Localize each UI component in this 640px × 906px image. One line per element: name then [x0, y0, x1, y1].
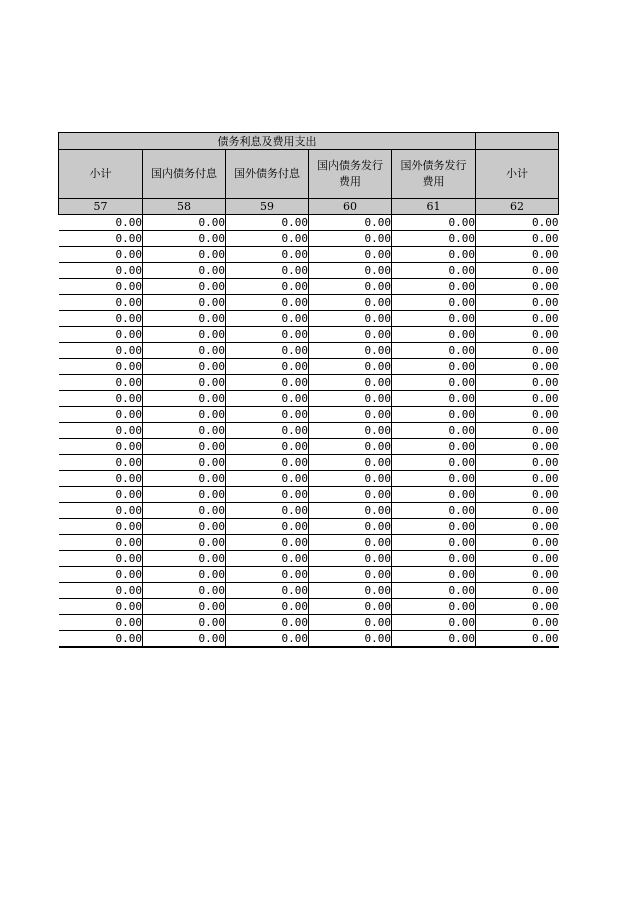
table-cell[interactable]: 0.00 [392, 599, 476, 615]
table-cell[interactable]: 0.00 [309, 471, 392, 487]
table-cell[interactable]: 0.00 [59, 359, 143, 375]
table-row [59, 599, 559, 615]
table-cell[interactable]: 0.00 [392, 615, 476, 631]
table-cell[interactable]: 0.00 [392, 279, 476, 295]
table-cell[interactable]: 0.00 [59, 423, 143, 439]
table-cell[interactable]: 0.00 [59, 455, 143, 471]
table-cell[interactable]: 0.00 [392, 487, 476, 503]
table-cell[interactable]: 0.00 [476, 599, 559, 615]
table-cell[interactable]: 0.00 [392, 471, 476, 487]
table-cell[interactable]: 0.00 [309, 567, 392, 583]
table-cell[interactable]: 0.00 [143, 471, 226, 487]
table-cell[interactable]: 0.00 [476, 535, 559, 551]
table-cell[interactable]: 0.00 [143, 455, 226, 471]
table-cell[interactable]: 0.00 [309, 503, 392, 519]
table-cell[interactable]: 0.00 [476, 343, 559, 359]
table-cell[interactable]: 0.00 [392, 519, 476, 535]
table-cell[interactable]: 0.00 [392, 327, 476, 343]
table-row [59, 567, 559, 583]
table-cell[interactable]: 0.00 [309, 423, 392, 439]
table-cell[interactable]: 0.00 [476, 487, 559, 503]
table-cell[interactable]: 0.00 [143, 407, 226, 423]
table-cell[interactable]: 0.00 [143, 279, 226, 295]
table-cell[interactable]: 0.00 [143, 631, 226, 648]
table-row [59, 279, 559, 295]
table-cell[interactable]: 0.00 [226, 231, 309, 247]
table-cell[interactable]: 0.00 [226, 503, 309, 519]
table-row [59, 391, 559, 407]
table-cell[interactable]: 0.00 [59, 407, 143, 423]
table-cell[interactable]: 0.00 [226, 631, 309, 648]
table-cell[interactable]: 0.00 [226, 519, 309, 535]
table-cell[interactable]: 0.00 [226, 327, 309, 343]
table-cell[interactable]: 0.00 [59, 503, 143, 519]
table-cell[interactable]: 0.00 [226, 359, 309, 375]
table-cell[interactable]: 0.00 [59, 343, 143, 359]
column-header[interactable]: 国外债务发行费用 [392, 150, 476, 199]
table-cell[interactable]: 0.00 [476, 263, 559, 279]
column-header[interactable]: 国内债务发行费用 [309, 150, 392, 199]
table-cell[interactable]: 0.00 [59, 567, 143, 583]
table-row [59, 551, 559, 567]
table-cell[interactable]: 0.00 [392, 231, 476, 247]
table-cell[interactable]: 0.00 [476, 231, 559, 247]
table-cell[interactable]: 0.00 [392, 407, 476, 423]
table-cell[interactable]: 0.00 [309, 599, 392, 615]
table-row [59, 423, 559, 439]
table-cell[interactable]: 0.00 [59, 263, 143, 279]
table-cell[interactable]: 0.00 [309, 615, 392, 631]
table-cell[interactable]: 0.00 [226, 567, 309, 583]
table-cell[interactable]: 0.00 [143, 567, 226, 583]
table-row [59, 327, 559, 343]
table-cell[interactable]: 0.00 [392, 343, 476, 359]
table-cell[interactable]: 0.00 [226, 215, 309, 231]
table-cell[interactable]: 0.00 [226, 375, 309, 391]
column-number[interactable]: 60 [309, 199, 392, 215]
table-cell[interactable]: 0.00 [309, 439, 392, 455]
table-cell[interactable]: 0.00 [226, 423, 309, 439]
table-row [59, 263, 559, 279]
table-cell[interactable]: 0.00 [392, 455, 476, 471]
table-cell[interactable]: 0.00 [392, 215, 476, 231]
table-cell[interactable]: 0.00 [143, 503, 226, 519]
table-cell[interactable]: 0.00 [59, 471, 143, 487]
table-cell[interactable]: 0.00 [59, 295, 143, 311]
table-cell[interactable]: 0.00 [309, 343, 392, 359]
table-cell[interactable]: 0.00 [59, 375, 143, 391]
table-cell[interactable]: 0.00 [392, 375, 476, 391]
table-row [59, 455, 559, 471]
table-cell[interactable]: 0.00 [226, 439, 309, 455]
table-cell[interactable]: 0.00 [143, 583, 226, 599]
table-row [59, 583, 559, 599]
table-cell[interactable]: 0.00 [392, 439, 476, 455]
table-cell[interactable]: 0.00 [226, 407, 309, 423]
table-cell[interactable]: 0.00 [59, 439, 143, 455]
table-cell[interactable]: 0.00 [309, 583, 392, 599]
table-row [59, 311, 559, 327]
table-cell[interactable]: 0.00 [226, 343, 309, 359]
column-number[interactable]: 62 [476, 199, 559, 215]
table-cell[interactable]: 0.00 [143, 295, 226, 311]
column-header[interactable]: 国外债务付息 [226, 150, 309, 199]
table-cell[interactable]: 0.00 [143, 551, 226, 567]
table-cell[interactable]: 0.00 [476, 455, 559, 471]
table-cell[interactable]: 0.00 [392, 263, 476, 279]
table-cell[interactable]: 0.00 [143, 615, 226, 631]
table-cell[interactable]: 0.00 [143, 343, 226, 359]
table-cell[interactable]: 0.00 [309, 407, 392, 423]
table-cell[interactable]: 0.00 [143, 359, 226, 375]
table-row [59, 247, 559, 263]
table-row [59, 359, 559, 375]
table-cell[interactable]: 0.00 [143, 423, 226, 439]
table-cell[interactable]: 0.00 [476, 503, 559, 519]
table-cell[interactable]: 0.00 [476, 279, 559, 295]
table-row [59, 631, 559, 648]
table-row [59, 375, 559, 391]
table-row [59, 535, 559, 551]
table-cell[interactable]: 0.00 [226, 599, 309, 615]
table-cell[interactable]: 0.00 [226, 487, 309, 503]
group-header-cell[interactable]: 债务利息及费用支出 [59, 133, 476, 150]
table-cell[interactable]: 0.00 [476, 295, 559, 311]
table-row [59, 343, 559, 359]
table-cell[interactable]: 0.00 [476, 615, 559, 631]
table-cell[interactable]: 0.00 [143, 247, 226, 263]
table-cell[interactable]: 0.00 [143, 391, 226, 407]
table-cell[interactable]: 0.00 [143, 263, 226, 279]
table-cell[interactable]: 0.00 [392, 247, 476, 263]
table-cell[interactable]: 0.00 [59, 327, 143, 343]
table-cell[interactable]: 0.00 [143, 215, 226, 231]
table-cell[interactable]: 0.00 [59, 279, 143, 295]
table-cell[interactable]: 0.00 [309, 551, 392, 567]
table-cell[interactable]: 0.00 [59, 599, 143, 615]
table-cell[interactable]: 0.00 [226, 471, 309, 487]
table-cell[interactable]: 0.00 [59, 583, 143, 599]
table-cell[interactable]: 0.00 [59, 215, 143, 231]
table-cell[interactable]: 0.00 [309, 535, 392, 551]
table-cell[interactable]: 0.00 [392, 567, 476, 583]
column-number[interactable]: 61 [392, 199, 476, 215]
table-cell[interactable]: 0.00 [476, 311, 559, 327]
table-cell[interactable]: 0.00 [226, 583, 309, 599]
column-number[interactable]: 57 [59, 199, 143, 215]
table-cell[interactable]: 0.00 [59, 535, 143, 551]
table-cell[interactable]: 0.00 [143, 375, 226, 391]
table-cell[interactable]: 0.00 [392, 551, 476, 567]
table-cell[interactable]: 0.00 [476, 215, 559, 231]
table-cell[interactable]: 0.00 [143, 327, 226, 343]
table-body [59, 215, 559, 648]
column-header-row [59, 150, 559, 199]
table-cell[interactable]: 0.00 [226, 279, 309, 295]
table-cell[interactable]: 0.00 [226, 455, 309, 471]
table-cell[interactable]: 0.00 [476, 423, 559, 439]
table-cell[interactable]: 0.00 [59, 519, 143, 535]
table-row [59, 231, 559, 247]
table-cell[interactable]: 0.00 [476, 247, 559, 263]
table-cell[interactable]: 0.00 [143, 439, 226, 455]
table-cell[interactable]: 0.00 [226, 263, 309, 279]
column-header[interactable]: 小计 [59, 150, 143, 199]
table-cell[interactable]: 0.00 [309, 519, 392, 535]
table-row [59, 407, 559, 423]
table-cell[interactable]: 0.00 [143, 519, 226, 535]
table-cell[interactable]: 0.00 [476, 439, 559, 455]
table-cell[interactable]: 0.00 [476, 583, 559, 599]
table-cell[interactable]: 0.00 [476, 567, 559, 583]
table-cell[interactable]: 0.00 [309, 247, 392, 263]
table-cell[interactable]: 0.00 [309, 631, 392, 648]
table-row [59, 615, 559, 631]
table-cell[interactable]: 0.00 [476, 391, 559, 407]
table-cell[interactable]: 0.00 [309, 231, 392, 247]
table-cell[interactable]: 0.00 [309, 455, 392, 471]
table-cell[interactable]: 0.00 [476, 631, 559, 648]
table-cell[interactable]: 0.00 [143, 599, 226, 615]
table-cell[interactable]: 0.00 [309, 359, 392, 375]
table-cell[interactable]: 0.00 [476, 519, 559, 535]
table-cell[interactable]: 0.00 [392, 391, 476, 407]
table-cell[interactable]: 0.00 [392, 311, 476, 327]
table-row [59, 519, 559, 535]
table-cell[interactable]: 0.00 [392, 535, 476, 551]
table-cell[interactable]: 0.00 [392, 295, 476, 311]
column-header[interactable]: 国内债务付息 [143, 150, 226, 199]
table-cell[interactable]: 0.00 [476, 375, 559, 391]
table-cell[interactable]: 0.00 [143, 231, 226, 247]
table-cell[interactable]: 0.00 [143, 535, 226, 551]
table-cell[interactable]: 0.00 [143, 311, 226, 327]
table-cell[interactable]: 0.00 [309, 327, 392, 343]
table-cell[interactable]: 0.00 [392, 423, 476, 439]
table-cell[interactable]: 0.00 [392, 359, 476, 375]
spreadsheet-table [58, 132, 559, 648]
table-cell[interactable]: 0.00 [309, 487, 392, 503]
table-row [59, 503, 559, 519]
table-row [59, 471, 559, 487]
group-header-row [59, 133, 559, 150]
table-cell[interactable]: 0.00 [59, 247, 143, 263]
table-cell[interactable]: 0.00 [476, 407, 559, 423]
table-row [59, 215, 559, 231]
table-cell[interactable]: 0.00 [226, 391, 309, 407]
table-cell[interactable]: 0.00 [143, 487, 226, 503]
table-cell[interactable]: 0.00 [309, 295, 392, 311]
column-number[interactable]: 58 [143, 199, 226, 215]
table-cell[interactable]: 0.00 [392, 631, 476, 648]
table-cell[interactable]: 0.00 [309, 215, 392, 231]
table-row [59, 487, 559, 503]
table-cell[interactable]: 0.00 [392, 503, 476, 519]
table-cell[interactable]: 0.00 [59, 231, 143, 247]
table-cell[interactable]: 0.00 [476, 327, 559, 343]
table-row [59, 439, 559, 455]
table-row [59, 295, 559, 311]
column-number[interactable]: 59 [226, 199, 309, 215]
table-cell[interactable]: 0.00 [309, 279, 392, 295]
table-cell[interactable]: 0.00 [392, 583, 476, 599]
table-cell[interactable]: 0.00 [59, 487, 143, 503]
table-cell[interactable]: 0.00 [59, 391, 143, 407]
group-header-blank-cell[interactable] [476, 133, 559, 150]
table-cell[interactable]: 0.00 [59, 311, 143, 327]
column-number-row [59, 199, 559, 215]
table-cell[interactable]: 0.00 [476, 359, 559, 375]
table-cell[interactable]: 0.00 [226, 551, 309, 567]
table-cell[interactable]: 0.00 [309, 391, 392, 407]
table-cell[interactable]: 0.00 [226, 535, 309, 551]
table-cell[interactable]: 0.00 [59, 631, 143, 648]
table-cell[interactable]: 0.00 [226, 311, 309, 327]
table-cell[interactable]: 0.00 [226, 295, 309, 311]
table-cell[interactable]: 0.00 [476, 471, 559, 487]
table-cell[interactable]: 0.00 [226, 247, 309, 263]
table-cell[interactable]: 0.00 [309, 311, 392, 327]
column-header[interactable]: 小计 [476, 150, 559, 199]
table-cell[interactable]: 0.00 [226, 615, 309, 631]
table-cell[interactable]: 0.00 [309, 263, 392, 279]
table-cell[interactable]: 0.00 [59, 551, 143, 567]
table-cell[interactable]: 0.00 [476, 551, 559, 567]
table-cell[interactable]: 0.00 [309, 375, 392, 391]
table-cell[interactable]: 0.00 [59, 615, 143, 631]
